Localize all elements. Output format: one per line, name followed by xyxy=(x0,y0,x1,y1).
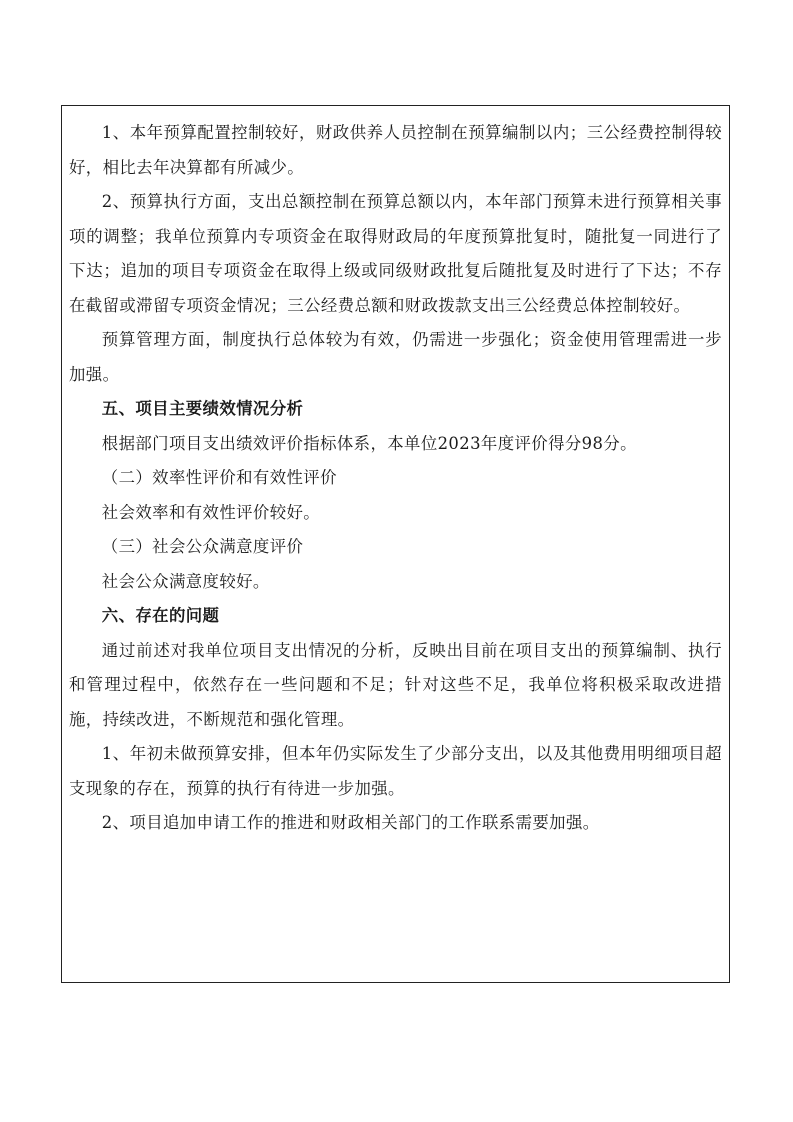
section-heading-problems: 六、存在的问题 xyxy=(101,606,220,625)
paragraph-satisfaction-result: 社会公众满意度较好。 xyxy=(101,571,270,591)
paragraph-problem-2: 2、项目追加申请工作的推进和财政相关部门的工作联系需要加强。 xyxy=(101,813,600,832)
document-table-cell xyxy=(61,105,730,983)
paragraph-problems-summary: 通过前述对我单位项目支出情况的分析，反映出目前在项目支出的预算编制、执行和管理过程中，依然存在一些问题和不足；针对这些不足，我单位将积极采取改进措施，持续改进，不断规范和强化管理。 xyxy=(69,640,722,729)
paragraph-efficiency-result: 社会效率和有效性评价较好。 xyxy=(101,502,321,522)
paragraph-budget-execution: 2、预算执行方面，支出总额控制在预算总额以内，本年部门预算未进行预算相关事项的调整；我单位预算内专项资金在取得财政局的年度预算批复时，随批复一同进行了下达；追加的项目专项资金在取得上级或同级财政批复后随批复及时进行了下达；不存在截留或滞留专项资金情况；三公经费总额和财政拨款支出三公经费总体控制较好。 xyxy=(69,192,722,315)
paragraph-problem-1: 1、年初未做预算安排，但本年仍实际发生了少部分支出，以及其他费用明细项目超支现象的存在，预算的执行有待进一步加强。 xyxy=(69,744,722,798)
subheading-efficiency: （二）效率性评价和有效性评价 xyxy=(101,468,337,487)
paragraph-budget-management: 预算管理方面，制度执行总体较为有效，仍需进一步强化；资金使用管理需进一步加强。 xyxy=(69,330,722,384)
paragraph-evaluation-score: 根据部门项目支出绩效评价指标体系，本单位2023年度评价得分98分。 xyxy=(101,433,637,453)
paragraph-budget-config: 1、本年预算配置控制较好，财政供养人员控制在预算编制以内；三公经费控制得较好，相比去年决算都有所减少。 xyxy=(69,123,722,177)
section-heading-performance: 五、项目主要绩效情况分析 xyxy=(101,399,304,418)
subheading-satisfaction: （三）社会公众满意度评价 xyxy=(101,537,304,556)
